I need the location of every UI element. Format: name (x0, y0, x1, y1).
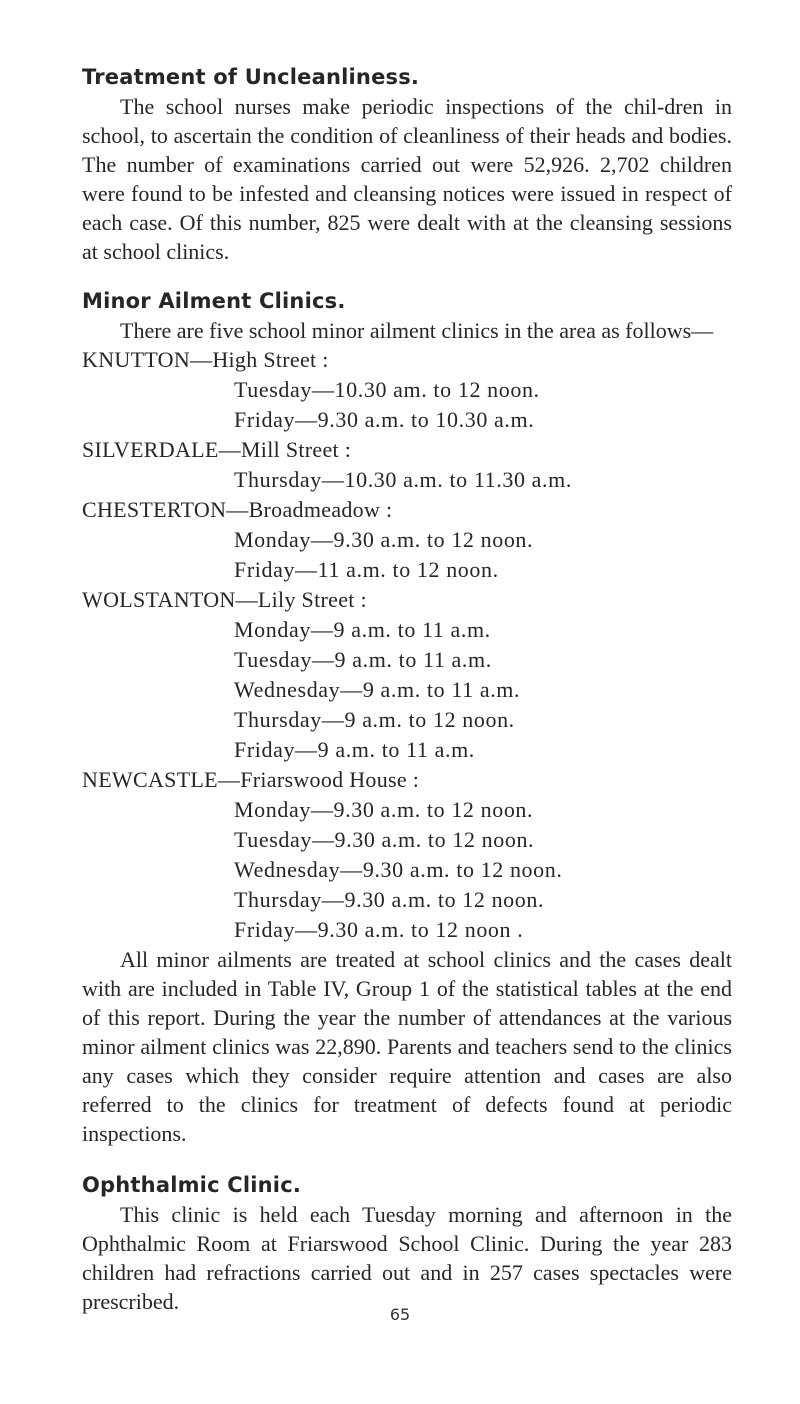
clinic-session: Tuesday—9 a.m. to 11 a.m. (234, 647, 492, 672)
clinic-list (82, 345, 732, 945)
page-number: 65 (389, 1305, 411, 1324)
clinic-session: Monday—9.30 a.m. to 12 noon. (234, 797, 534, 822)
clinic-session: Thursday—10.30 a.m. to 11.30 a.m. (234, 467, 572, 492)
clinic-name: CHESTERTON—Broadmeadow : (82, 497, 393, 522)
section-uncleanliness (82, 62, 732, 266)
clinic-session: Wednesday—9 a.m. to 11 a.m. (234, 677, 521, 702)
section-heading-uncleanliness: Treatment of Uncleanliness. (82, 65, 420, 89)
clinic-session: Friday—9.30 a.m. to 10.30 a.m. (234, 407, 535, 432)
paragraph-ophthalmic: This clinic is held each Tuesday morning and afternoon in the Ophthalmic Room at Friarswood School Clinic. During the year 283 children had refractions carried out and in 257 cases spectacles were prescribed. (82, 1202, 732, 1314)
section-ophthalmic-clinic (82, 1170, 732, 1316)
clinic-entry-knutton (82, 345, 732, 435)
clinic-session: Monday—9 a.m. to 11 a.m. (234, 617, 491, 642)
paragraph-minor-ailment-treatment: All minor ailments are treated at school clinics and the cases dealt with are included in Table IV, Group 1 of the statistical tables at the end of this report. During the year the number of attendances at the various minor ailment clinics was 22,890. Parents and teachers send to the clinics any cases which they consider require attention and cases are also referred to the clinics for treatment of defects found at periodic inspections. (82, 947, 732, 1146)
section-heading-ophthalmic: Ophthalmic Clinic. (82, 1173, 302, 1197)
clinic-entry-chesterton (82, 495, 732, 585)
clinic-session: Monday—9.30 a.m. to 12 noon. (234, 527, 534, 552)
clinic-entry-silverdale (82, 435, 732, 495)
clinic-session: Thursday—9 a.m. to 12 noon. (234, 707, 515, 732)
clinic-name: SILVERDALE—Mill Street : (82, 437, 352, 462)
clinic-name: KNUTTON—High Street : (82, 347, 329, 372)
document-page (82, 62, 732, 1316)
clinic-session: Friday—9.30 a.m. to 12 noon . (234, 917, 524, 942)
clinic-session: Friday—9 a.m. to 11 a.m. (234, 737, 475, 762)
clinic-session: Wednesday—9.30 a.m. to 12 noon. (234, 857, 563, 882)
section-heading-minor-ailment: Minor Ailment Clinics. (82, 289, 346, 313)
clinic-session: Tuesday—10.30 am. to 12 noon. (234, 377, 540, 402)
clinic-name: NEWCASTLE—Friarswood House : (82, 767, 420, 792)
clinic-name: WOLSTANTON—Lily Street : (82, 587, 367, 612)
paragraph-uncleanliness: The school nurses make periodic inspections of the chil-dren in school, to ascertain the condition of cleanliness of their heads and bodies. The number of examinations carried out were 52,926. 2,702 children were found to be infested and cleansing notices were issued in respect of each case. Of this number, 825 were dealt with at the cleansing sessions at school clinics. (82, 94, 732, 264)
clinic-entry-newcastle (82, 765, 732, 945)
clinic-entry-wolstanton (82, 585, 732, 765)
clinic-session: Tuesday—9.30 a.m. to 12 noon. (234, 827, 535, 852)
paragraph-minor-ailment-intro: There are five school minor ailment clinics in the area as follows— (120, 318, 714, 343)
section-minor-ailment-clinics (82, 286, 732, 1148)
clinic-session: Friday—11 a.m. to 12 noon. (234, 557, 499, 582)
clinic-session: Thursday—9.30 a.m. to 12 noon. (234, 887, 545, 912)
